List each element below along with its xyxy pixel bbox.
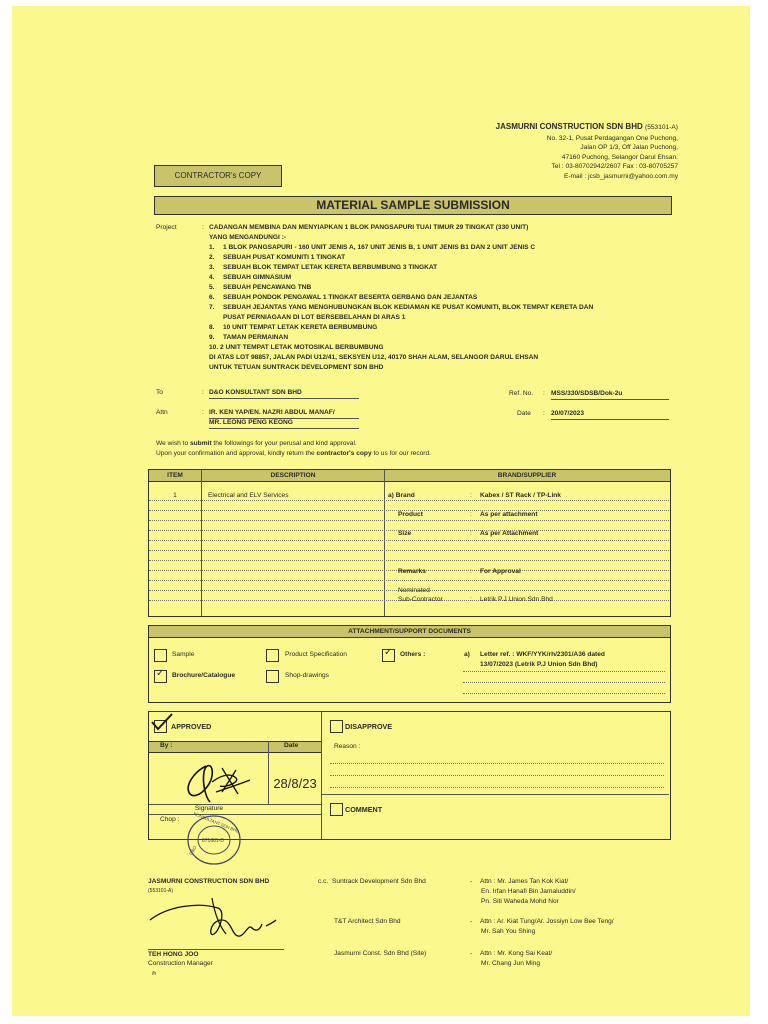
footer-name: TEH HONG JOO: [148, 951, 199, 958]
product-spec-label: Product Specification: [285, 651, 347, 658]
project-item-number: 6.: [209, 293, 215, 301]
project-item: [209, 314, 679, 323]
brand-row-value: As per attachment: [480, 511, 538, 518]
cc-attn-line: Attn : Ar. Kiat Tung/Ar. Jossiyn Low Bee Teng/: [480, 918, 614, 925]
footer-title: Construction Manager: [148, 960, 213, 967]
brand-row-separator: :: [470, 596, 472, 603]
company-address-2: Jalan OP 1/3, Off Jalan Puchong,: [580, 144, 678, 151]
cc-attn-line: En. Irfan Hanafi Bin Jamaluddin/: [481, 888, 576, 895]
project-item: [209, 244, 679, 253]
project-item: [209, 274, 679, 283]
brand-row-separator: :: [470, 492, 472, 499]
disapprove-label: DISAPPROVE: [345, 722, 393, 731]
project-item-number: 4.: [209, 273, 215, 281]
project-item: [209, 304, 679, 313]
disapprove-checkbox[interactable]: [330, 720, 343, 733]
intro-line-1: We wish to submit the followings for your perusal and kind approval.: [156, 440, 357, 447]
brand-row-separator: :: [470, 511, 472, 518]
project-item-number: 5.: [209, 283, 215, 291]
letter-prefix: a): [464, 651, 470, 658]
cc-attn-line: Attn : Mr. Kong Sai Keat/: [480, 950, 553, 957]
attn-value-2: MR. LEONG PENG KEONG: [209, 419, 359, 429]
date-header: Date: [284, 742, 299, 749]
project-item-number: 7.: [209, 303, 215, 311]
project-tail-1: 10. 2 UNIT TEMPAT LETAK MOTOSIKAL BERBUMBUNG: [209, 343, 384, 351]
footer-initials: /h: [152, 971, 157, 977]
brand-row-separator: :: [470, 530, 472, 537]
project-item-text: SEBUAH BLOK TEMPAT LETAK KERETA BERBUMBUNG 3 TINGKAT: [223, 263, 438, 271]
project-colon: :: [202, 224, 204, 231]
cc-organisation: T&T Architect Sdn Bhd: [334, 918, 401, 925]
to-label: To: [156, 389, 163, 396]
letter-ref-1: Letter ref. : WKF/YYK/rh/2301/A36 dated: [480, 651, 605, 658]
others-checkbox[interactable]: [382, 649, 395, 662]
reason-label: Reason :: [334, 743, 361, 750]
document-page: [12, 6, 750, 1016]
project-item: [209, 324, 679, 333]
others-label: Others :: [400, 651, 426, 658]
attachments-title: ATTACHMENT/SUPPORT DOCUMENTS: [149, 626, 670, 638]
project-item-text: SEBUAH GIMNASIUM: [223, 273, 292, 281]
project-description: [209, 224, 679, 372]
by-label: By :: [160, 742, 173, 749]
stamp-number: 871681-D: [202, 838, 224, 844]
project-item: [209, 264, 679, 273]
project-item-number: 2.: [209, 253, 215, 261]
item-number: 1: [173, 492, 177, 499]
company-address-1: No. 32-1, Pusat Perdagangan One Puchong,: [546, 134, 678, 142]
signature-label: Signature: [194, 805, 224, 812]
contractor-copy-label: CONTRACTOR's COPY: [154, 165, 282, 187]
project-item-text: PUSAT PERNIAGAAN DI LOT BERSEBELAHAN DI ARAS 1: [223, 313, 406, 321]
attn-value-1: IR. KEN YAP/EN. NAZRI ABDUL MANAF/: [209, 409, 359, 419]
project-label: Project: [156, 224, 177, 231]
check-icon: ✓: [156, 668, 165, 679]
brochure-checkbox[interactable]: [154, 670, 167, 683]
table-rule: [149, 550, 669, 551]
table-rule: [149, 540, 669, 541]
cc-dash: -: [470, 878, 473, 885]
comment-label: COMMENT: [345, 805, 383, 814]
table-rule: [149, 580, 669, 581]
brand-row-value: For Approval: [480, 568, 521, 575]
cc-attn-line: Mr. Chang Jun Ming: [481, 960, 541, 967]
brand-row-label: a) Brand: [388, 492, 415, 499]
cc-attn-line: Attn : Mr. James Tan Kok Kiat/: [480, 878, 569, 885]
company-reg: (553101-A): [645, 124, 678, 131]
project-item-text: 1 BLOK PANGSAPURI - 160 UNIT JENIS A, 167 UNIT JENIS B, 1 UNIT JENIS B1 DAN 2 UNIT JENIS C: [223, 243, 536, 251]
project-tail-2: DI ATAS LOT 98857, JALAN PADI U12/41, SEKSYEN U12, 40170 SHAH ALAM, SELANGOR DARUL EHSAN: [209, 353, 539, 361]
brand-row-value: As per Attachment: [480, 530, 539, 537]
date-colon: :: [543, 410, 545, 417]
shop-drawings-checkbox[interactable]: [266, 670, 279, 683]
manager-signature: [148, 890, 288, 950]
company-header: [418, 122, 678, 181]
project-item-text: SEBUAH JEJANTAS YANG MENGHUBUNGKAN BLOK KEDIAMAN KE PUSAT KOMUNITI, BLOK TEMPAT KERETA DAN: [223, 303, 594, 311]
table-rule: [149, 520, 669, 521]
brand-row-label: Nominated: [398, 587, 430, 594]
approver-signature: [176, 758, 256, 804]
ref-value: MSS/330/SDSB/Dok-2u: [551, 390, 669, 400]
chop-label: Chop :: [160, 816, 180, 823]
project-item-number: 1.: [209, 243, 215, 251]
sample-checkbox[interactable]: [154, 649, 167, 662]
brand-row-label: Size: [398, 530, 412, 537]
attn-label: Attn: [156, 409, 168, 416]
to-value: D&O KONSULTANT SDN BHD: [209, 389, 359, 399]
footer-company: JASMURNI CONSTRUCTION SDN BHD: [148, 878, 270, 885]
shop-drawings-label: Shop-drawings: [285, 672, 329, 679]
project-item-text: SEBUAH PUSAT KOMUNITI 1 TINGKAT: [223, 253, 346, 261]
ref-label: Ref. No.: [509, 390, 534, 397]
stamp-text: KONSULTANT SDN BHD: [192, 811, 240, 834]
company-email: E-mail : jcsb_jasmurni@yahoo.com.my: [563, 172, 678, 180]
cc-organisation: Suntrack Development Sdn Bhd: [332, 878, 426, 885]
brand-row-value: Letrik P.J Union Sdn Bhd: [480, 596, 553, 603]
project-item-text: SEBUAH PENCAWANG TNB: [223, 283, 312, 291]
project-tail-3: UNTUK TETUAN SUNTRACK DEVELOPMENT SDN BHD: [209, 363, 384, 371]
project-item-text: TAMAN PERMAINAN: [223, 333, 289, 341]
project-item-text: SEBUAH PONDOK PENGAWAL 1 TINGKAT BESERTA GERBANG DAN JEJANTAS: [223, 293, 478, 301]
attn-colon: :: [202, 409, 204, 416]
brand-row-label: Product: [398, 511, 423, 518]
cc-dash: -: [470, 950, 473, 957]
date-label: Date: [517, 410, 531, 417]
company-name: JASMURNI CONSTRUCTION SDN BHD: [495, 122, 643, 131]
brand-row-value: Kabex / ST Rack / TP-Link: [480, 492, 561, 499]
project-heading-1: CADANGAN MEMBINA DAN MENYIAPKAN 1 BLOK PANGSAPURI TUAI TIMUR 29 TINGKAT (330 UNIT): [209, 224, 529, 231]
brand-row-label: Sub-Contractor: [398, 596, 443, 603]
approved-label: APPROVED: [171, 722, 212, 731]
project-item: [209, 284, 679, 293]
brochure-label: Brochure/Catalogue: [172, 672, 236, 679]
check-icon: ✓: [384, 647, 393, 658]
comment-checkbox[interactable]: [330, 803, 343, 816]
cc-attn-line: Pn. Siti Waheda Mohd Nor: [481, 898, 559, 905]
date-value: 20/07/2023: [551, 410, 669, 420]
brand-row-label: Remarks: [398, 568, 426, 575]
footer-reg: (553101-A): [148, 888, 174, 894]
project-item: [209, 254, 679, 263]
company-tel: Tel : 03-80702942/2607 Fax : 03-80705257: [551, 163, 678, 170]
ref-colon: :: [543, 390, 545, 397]
company-address-3: 47160 Puchong, Selangor Darul Ehsan.: [561, 153, 678, 161]
project-item-text: 10 UNIT TEMPAT LETAK KERETA BERBUMBUNG: [223, 323, 378, 331]
cc-label: c.c.: [318, 878, 329, 885]
header-item: ITEM: [167, 472, 183, 479]
project-item-number: 3.: [209, 263, 215, 271]
to-colon: :: [202, 389, 204, 396]
stamp-prefix: D&O: [188, 845, 198, 856]
sample-label: Sample: [172, 651, 195, 658]
project-heading-2: YANG MENGANDUNGI :-: [209, 233, 287, 241]
header-description: DESCRIPTION: [270, 472, 316, 479]
project-item: [209, 334, 679, 343]
product-spec-checkbox[interactable]: [266, 649, 279, 662]
brand-row-separator: :: [470, 568, 472, 575]
approval-date-value: 28/8/23: [273, 776, 317, 791]
cc-attn-line: Mr. Sah You Shing: [481, 928, 536, 935]
project-item-number: 8.: [209, 323, 215, 331]
cc-organisation: Jasmurni Const. Sdn Bhd (Site): [334, 950, 427, 957]
form-title: MATERIAL SAMPLE SUBMISSION: [154, 196, 672, 215]
project-item-number: 9.: [209, 333, 215, 341]
table-rule: [149, 560, 669, 561]
letter-ref-2: 13/07/2023 (Letrik P.J Union Sdn Bhd): [480, 661, 598, 668]
cc-dash: -: [470, 918, 473, 925]
intro-line-2: Upon your confirmation and approval, kindly return the contractor's copy to us for our record.: [156, 450, 431, 457]
header-brand: BRAND/SUPPLIER: [497, 472, 557, 479]
item-description: Electrical and ELV Services: [208, 492, 289, 499]
project-item: [209, 294, 679, 303]
